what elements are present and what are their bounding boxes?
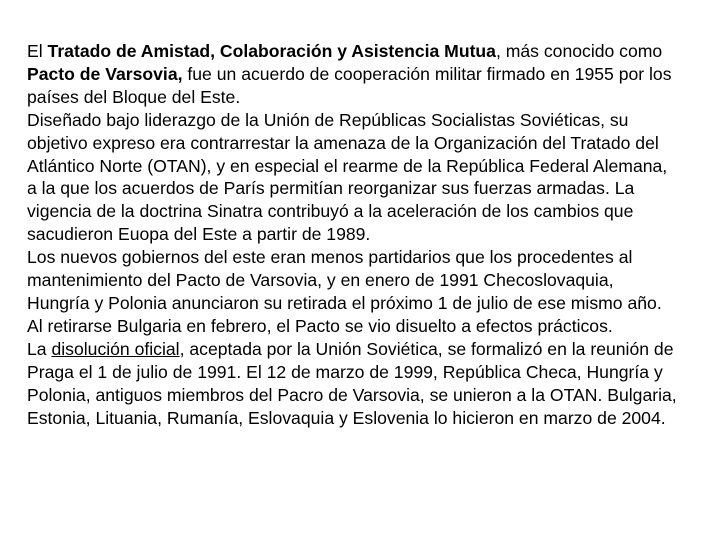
paragraph-1-lead: El — [27, 41, 48, 61]
paragraph-official-dissolution — [27, 338, 677, 430]
paragraph-new-governments: Los nuevos gobiernos del este eran menos partidarios que los procedentes al mantenimiento del Pacto de Varsovia, y en enero de 1991 Checoslovaquia, Hungría y Polonia anunciaron su retirada el próximo 1 de julio de ese mismo año. Al retirarse Bulgaria en febrero, el Pacto se vio disuelto a efectos prácticos. — [27, 247, 662, 336]
dissolution-link[interactable]: disolución oficial — [51, 338, 180, 359]
paragraph-soviet-leadership: Diseñado bajo liderazgo de la Unión de Repúblicas Socialistas Soviéticas, su objetivo expreso era contrarrestar la amenaza de la Organización del Tratado del Atlántico Norte (OTAN), y en especial el rearme de la República Federal Alemana, a la que los acuerdos de París permitían reorganizar sus fuerzas armadas. La vigencia de la doctrina Sinatra contribuyó a la aceleración de los cambios que sacudieron Euopa del Este a partir de 1989. — [27, 109, 668, 245]
treaty-name: Tratado de Amistad, Colaboración y Asistencia Mutua — [47, 41, 496, 61]
paragraph-1-tail: fue un acuerdo de cooperación militar firmado en 1955 por los países del Bloque del Este. — [27, 63, 672, 107]
paragraph-1-mid: , más conocido como — [495, 41, 663, 61]
paragraph-pact-definition — [27, 40, 677, 109]
paragraph-4-tail: , aceptada por la Unión Soviética, se formalizó en la reunión de Praga el 1 de julio de 1991. El 12 de marzo de 1999, República Checa, Hungría y Polonia, antiguos miembros del Pacro de Varsovia, se unieron a la OTAN. Bulgaria, Estonia, Lituania, Rumanía, Eslovaquia y Eslovenia lo hicieron en marzo de 2004. — [27, 338, 677, 428]
paragraph-4-lead: La — [27, 338, 52, 359]
slide-text-body — [27, 40, 677, 429]
common-name: Pacto de Varsovia, — [27, 63, 183, 84]
